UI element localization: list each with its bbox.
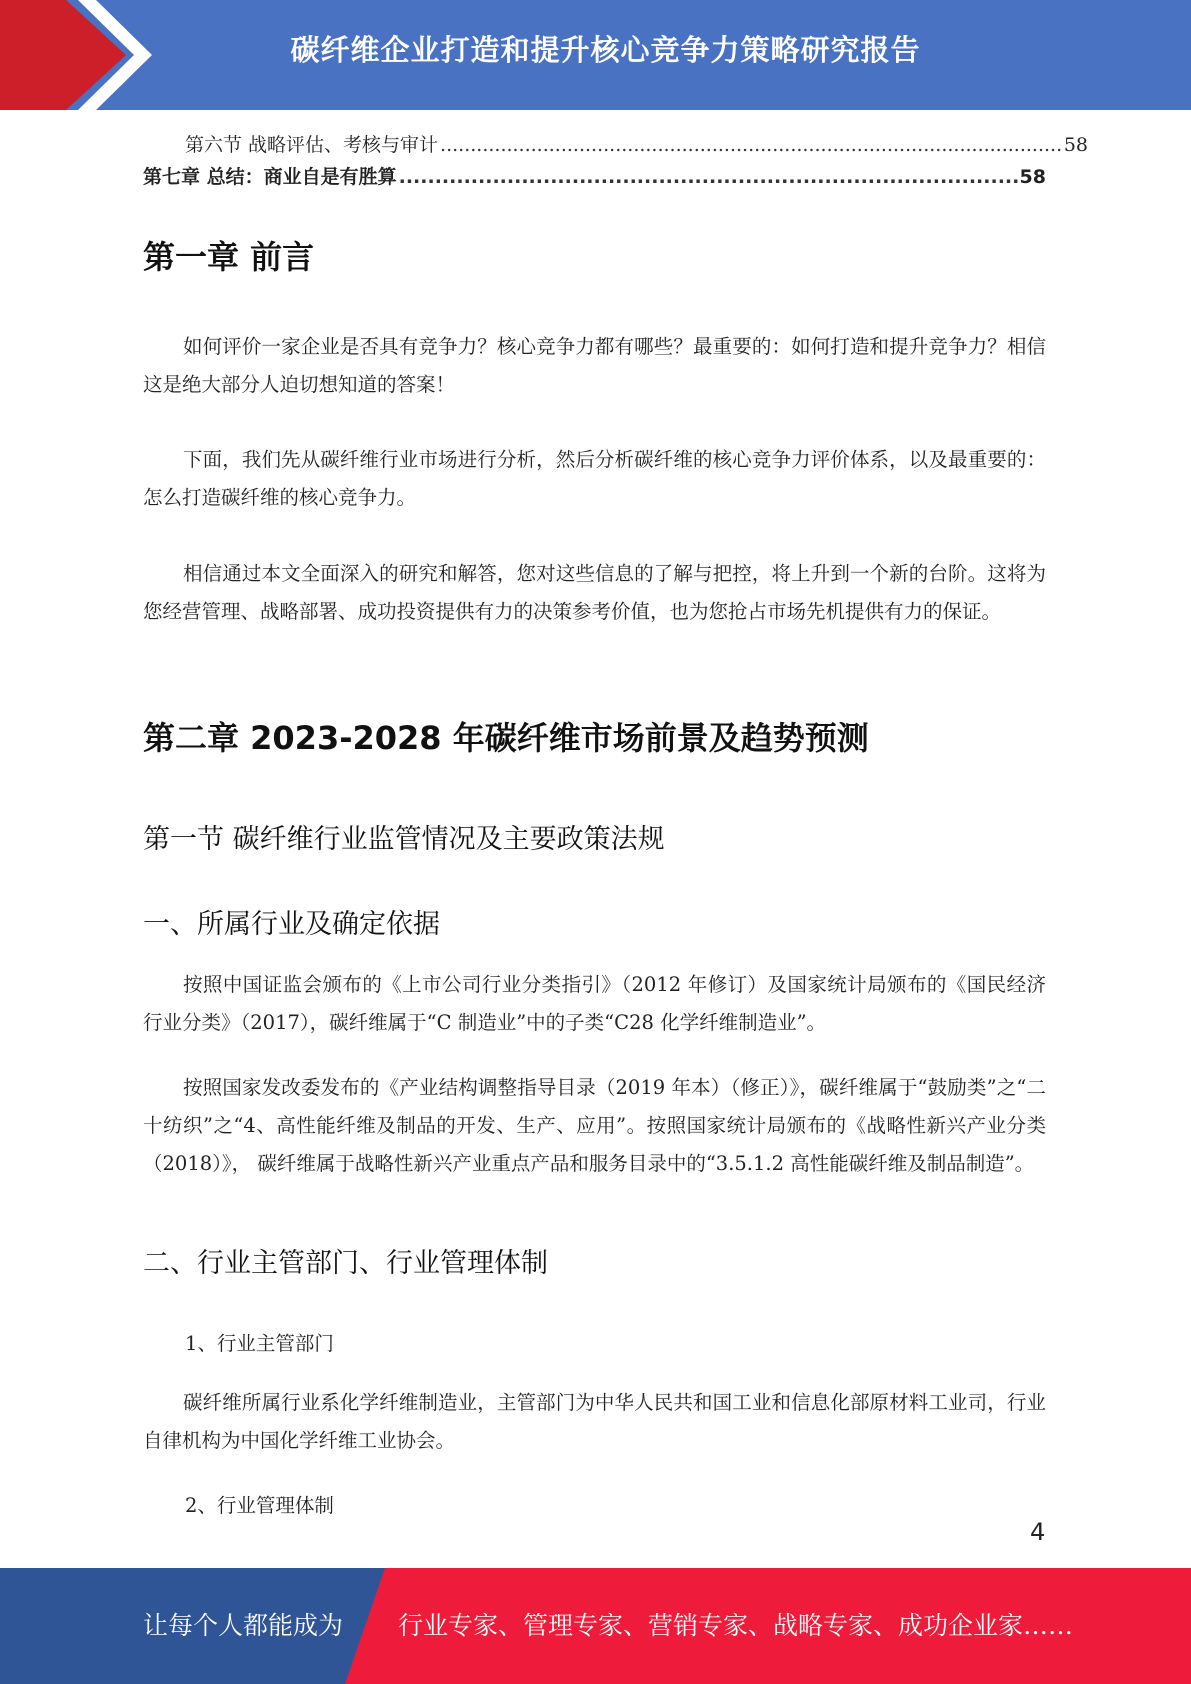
section-heading: 第一节 碳纤维行业监管情况及主要政策法规 — [143, 824, 665, 855]
footer-slogan-left: 让每个人都能成为 — [143, 1611, 344, 1640]
paragraph: 相信通过本文全面深入的研究和解答，您对这些信息的了解与把控，将上升到一个新的台阶。这将为您经营管理、战略部署、成功投资提供有力的决策参考价值，也为您抢占市场先机提供有力的保证。 — [143, 562, 1046, 623]
footer-slogan-right: 行业专家、管理专家、营销专家、战略专家、成功企业家…… — [398, 1611, 1074, 1640]
toc-entry-page: 58 — [1063, 134, 1088, 156]
list-item: 2、行业管理体制 — [185, 1494, 334, 1517]
paragraph: 按照中国证监会颁布的《上市公司行业分类指引》（2012 年修订）及国家统计局颁布的《国民经济行业分类》（2017），碳纤维属于“C 制造业”中的子类“C28 化学纤维制造业”。 — [143, 973, 1046, 1034]
paragraph: 如何评价一家企业是否具有竞争力？核心竞争力都有哪些？最重要的：如何打造和提升竞争力？相信这是绝大部分人迫切想知道的答案！ — [143, 335, 1046, 396]
paragraph: 下面，我们先从碳纤维行业市场进行分析，然后分析碳纤维的核心竞争力评价体系，以及最重要的：怎么打造碳纤维的核心竞争力。 — [143, 448, 1046, 509]
subsection-heading: 二、行业主管部门、行业管理体制 — [143, 1248, 548, 1279]
page-header — [0, 0, 1191, 110]
page-number: 4 — [1030, 1518, 1046, 1546]
list-item: 1、行业主管部门 — [185, 1332, 334, 1355]
chapter-heading: 第二章 2023-2028 年碳纤维市场前景及趋势预测 — [143, 719, 869, 757]
toc-dot-leader — [440, 134, 1062, 156]
toc-entry-label: 第七章 总结：商业自是有胜算 — [143, 166, 397, 188]
toc-entry[interactable] — [143, 130, 1088, 157]
paragraph: 碳纤维所属行业系化学纤维制造业，主管部门为中华人民共和国工业和信息化部原材料工业司，行业自律机构为中国化学纤维工业协会。 — [143, 1391, 1046, 1452]
subsection-heading: 一、所属行业及确定依据 — [143, 909, 440, 940]
chapter-heading: 第一章 前言 — [143, 238, 315, 276]
toc-entry-page: 58 — [1019, 166, 1046, 188]
toc-entry-label: 第六节 战略评估、考核与审计 — [185, 134, 439, 156]
page-footer — [0, 1568, 1191, 1684]
toc-dot-leader — [399, 166, 1018, 188]
paragraph: 按照国家发改委发布的《产业结构调整指导目录（2019 年本）（修正）》，碳纤维属于“鼓励类”之“二十纺织”之“4、高性能纤维及制品的开发、生产、应用”。按照国家统计局颁布的《战略性新兴产业分类（2018）》， 碳纤维属于战略性新兴产业重点产品和服务目录中的“3.5.1.2 高性能碳纤维及制品制造”。 — [143, 1076, 1046, 1175]
toc-entry[interactable] — [143, 162, 1046, 189]
report-title: 碳纤维企业打造和提升核心竞争力策略研究报告 — [290, 33, 921, 67]
